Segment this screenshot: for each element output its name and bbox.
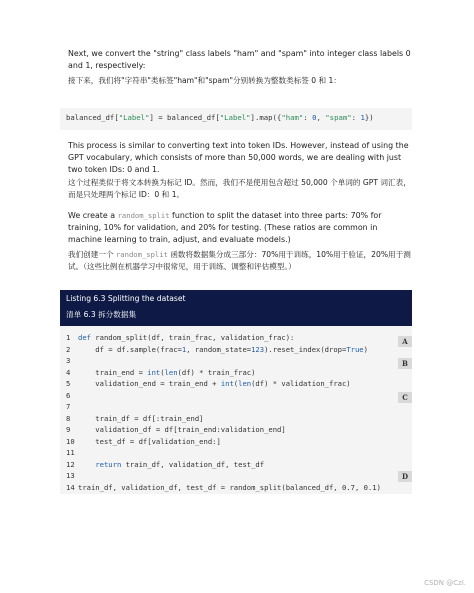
inline-code-random-split-zh: random_split — [115, 250, 168, 259]
paragraph-2-en: This process is similar to converting text into token IDs. However, instead of using the GPT vocabulary, which consists of more than 50,000 words, we are dealing with just two token IDs: 0 and 1. — [68, 141, 409, 174]
listing-title-en: Listing 6.3 Splitting the dataset — [66, 294, 186, 303]
annotation-badge-d: D — [398, 471, 412, 482]
listing-header — [60, 290, 412, 326]
line-number: 6 — [66, 390, 71, 400]
line-number: 3 — [66, 356, 71, 365]
line-number: 7 — [66, 402, 71, 411]
annotation-badge-b: B — [398, 358, 412, 369]
line-number: 9 — [66, 425, 71, 434]
line-number: 1 — [66, 333, 71, 342]
line-number: 10 — [66, 436, 75, 446]
line-number: 2 — [66, 344, 71, 354]
line-number: 12 — [66, 459, 75, 469]
code-block-label-mapping: balanced_df["Label"] = balanced_df["Label"].map({"ham": 0, "spam": 1}) — [60, 108, 412, 130]
line-number: 8 — [66, 413, 71, 423]
paragraph-3-en: We create a random_split function to split the dataset into three parts: 70% for training, 10% for validation, and 20% for testing. (These ratios are common in machine learning to train, adjust, and evaluate models.) — [68, 211, 382, 244]
paragraph-3-zh: 我们创建一个 random_split 函数将数据集分成三部分：70%用于训练，10%用于验证，20%用于测试。（这些比例在机器学习中很常见，用于训练、调整和评估模型。） — [68, 250, 411, 271]
paragraph-1-zh: 接下来，我们将"字符串"类标签"ham"和"spam"分别转换为整数类标签 0 和 1： — [68, 76, 341, 85]
line-number: 13 — [66, 471, 75, 480]
watermark: CSDN @Czl. — [424, 579, 466, 587]
paragraph-2-zh: 这个过程类似于将文本转换为标记 ID。然而，我们不是使用包含超过 50,000 个单词的 GPT 词汇表，而是只处理两个标记 ID：0 和 1。 — [68, 178, 411, 199]
line-number: 5 — [66, 379, 71, 388]
line-number: 11 — [66, 448, 75, 457]
annotation-badge-a: A — [398, 336, 412, 347]
annotation-badge-c: C — [398, 392, 412, 403]
paragraph-1-en: Next, we convert the "string" class labels "ham" and "spam" into integer class labels 0 and 1, respectively: — [68, 49, 411, 70]
code-listing: 1 def random_split(df, train_frac, validation_frac): 2 df = df.sample(frac=1, random_state=123).reset_index(drop=True) 3 4 train_end = int(len(df) * train_frac) 5 validation_end = train_end + int(len(df) * validation_frac) 6 7 8 train_df = df[:train_end] 9 validation_df = df[train_end:validation_end] 10 test_df = df[validation_end:] 11 12 return train_df, validation_df, test_df 13 14 train_df, validation_df, test_df = random_split(balanced_df, 0.7, 0.1) — [60, 326, 412, 494]
line-number: 4 — [66, 367, 71, 377]
inline-code-random-split: random_split — [117, 211, 170, 220]
line-number: 14 — [66, 482, 75, 492]
listing-title-zh: 清单 6.3 拆分数据集 — [66, 310, 137, 319]
